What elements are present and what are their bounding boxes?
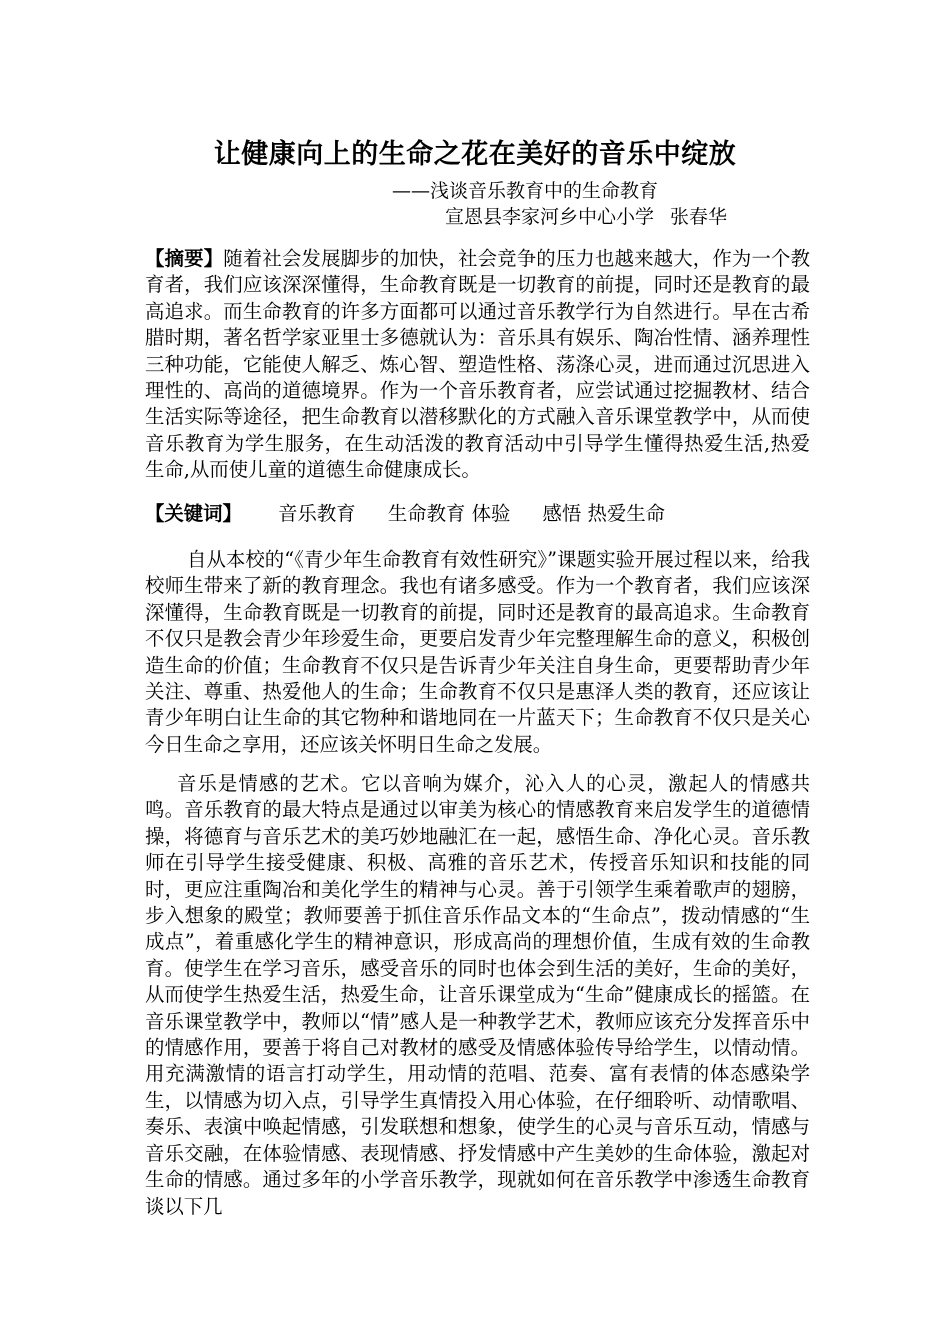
author-name: 张春华 <box>670 206 728 228</box>
abstract-label: 【摘要】 <box>145 247 224 270</box>
author-school: 宣恩县李家河乡中心小学 <box>445 206 655 228</box>
keyword-item: 音乐教育 <box>278 502 356 525</box>
body-paragraph: 自从本校的“《青少年生命教育有效性研究》”课题实验开展过程以来，给我校师生带来了新的教育理念。我也有诸多感受。作为一个教育者，我们应该深深懂得，生命教育既是一切教育的前提，同时还是教育的最高追求。生命教育不仅只是教会青少年珍爱生命，更要启发青少年完整理解生命的意义，积极创造生命的价值；生命教育不仅只是告诉青少年关注自身生命，更要帮助青少年关注、尊重、热爱他人的生命；生命教育不仅只是惠泽人类的教育，还应该让青少年明白让生命的其它物种和谐地同在一片蓝天下；生命教育不仅只是关心今日生命之享用，还应该关怀明日生命之发展。 <box>145 548 810 756</box>
keywords-label: 【关键词】 <box>145 502 242 525</box>
keyword-item: 生命教育 体验 <box>387 502 511 525</box>
document-subtitle: ——浅谈音乐教育中的生命教育 <box>392 180 659 202</box>
document-title: 让健康向上的生命之花在美好的音乐中绽放 <box>213 139 737 170</box>
keywords <box>145 498 691 526</box>
author-line <box>445 202 727 229</box>
abstract <box>145 246 810 484</box>
abstract-text: 随着社会发展脚步的加快，社会竞争的压力也越来越大，作为一个教育者，我们应该深深懂得，生命教育既是一切教育的前提，同时还是教育的最高追求。而生命教育的许多方面都可以通过音乐教学行为自然进行。早在古希腊时期，著名哲学家亚里士多德就认为：音乐具有娱乐、陶冶性情、涵养理性三种功能，它能使人解乏、炼心智、塑造性格、荡涤心灵，进而通过沉思进入理性的、高尚的道德境界。作为一个音乐教育者，应尝试通过挖掘教材、结合生活实际等途径，把生命教育以潜移默化的方式融入音乐课堂教学中，从而使音乐教育为学生服务，在生动活泼的教育活动中引导学生懂得热爱生活,热爱生命,从而使儿童的道德生命健康成长。 <box>145 247 811 482</box>
keyword-item: 感悟 热爱生命 <box>542 502 666 525</box>
body-paragraph: 音乐是情感的艺术。它以音响为媒介，沁入人的心灵，激起人的情感共鸣。音乐教育的最大特点是通过以审美为核心的情感教育来启发学生的道德情操，将德育与音乐艺术的美巧妙地融汇在一起，感悟生命、净化心灵。音乐教师在引导学生接受健康、积极、高雅的音乐艺术，传授音乐知识和技能的同时，更应注重陶冶和美化学生的精神与心灵。善于引领学生乘着歌声的翅膀，步入想象的殿堂；教师要善于抓住音乐作品文本的“生命点”，拨动情感的“生成点”，着重感化学生的精神意识，形成高尚的理想价值，生成有效的生命教育。使学生在学习音乐，感受音乐的同时也体会到生活的美好，生命的美好，从而使学生热爱生活，热爱生命，让音乐课堂成为“生命”健康成长的摇篮。在音乐课堂教学中，教师以“情”感人是一种教学艺术，教师应该充分发挥音乐中的情感作用，要善于将自己对教材的感受及情感体验传导给学生，以情动情。用充满激情的语言打动学生，用动情的范唱、范奏、富有表情的体态感染学生，以情感为切入点，引导学生真情投入用心体验，在仔细聆听、动情歌唱、奏乐、表演中唤起情感，引发联想和想象，使学生的心灵与音乐互动，情感与音乐交融，在体验情感、表现情感、抒发情感中产生美妙的生命体验，激起对生命的情感。通过多年的小学音乐教学，现就如何在音乐教学中渗透生命教育谈以下几 <box>145 772 810 1218</box>
